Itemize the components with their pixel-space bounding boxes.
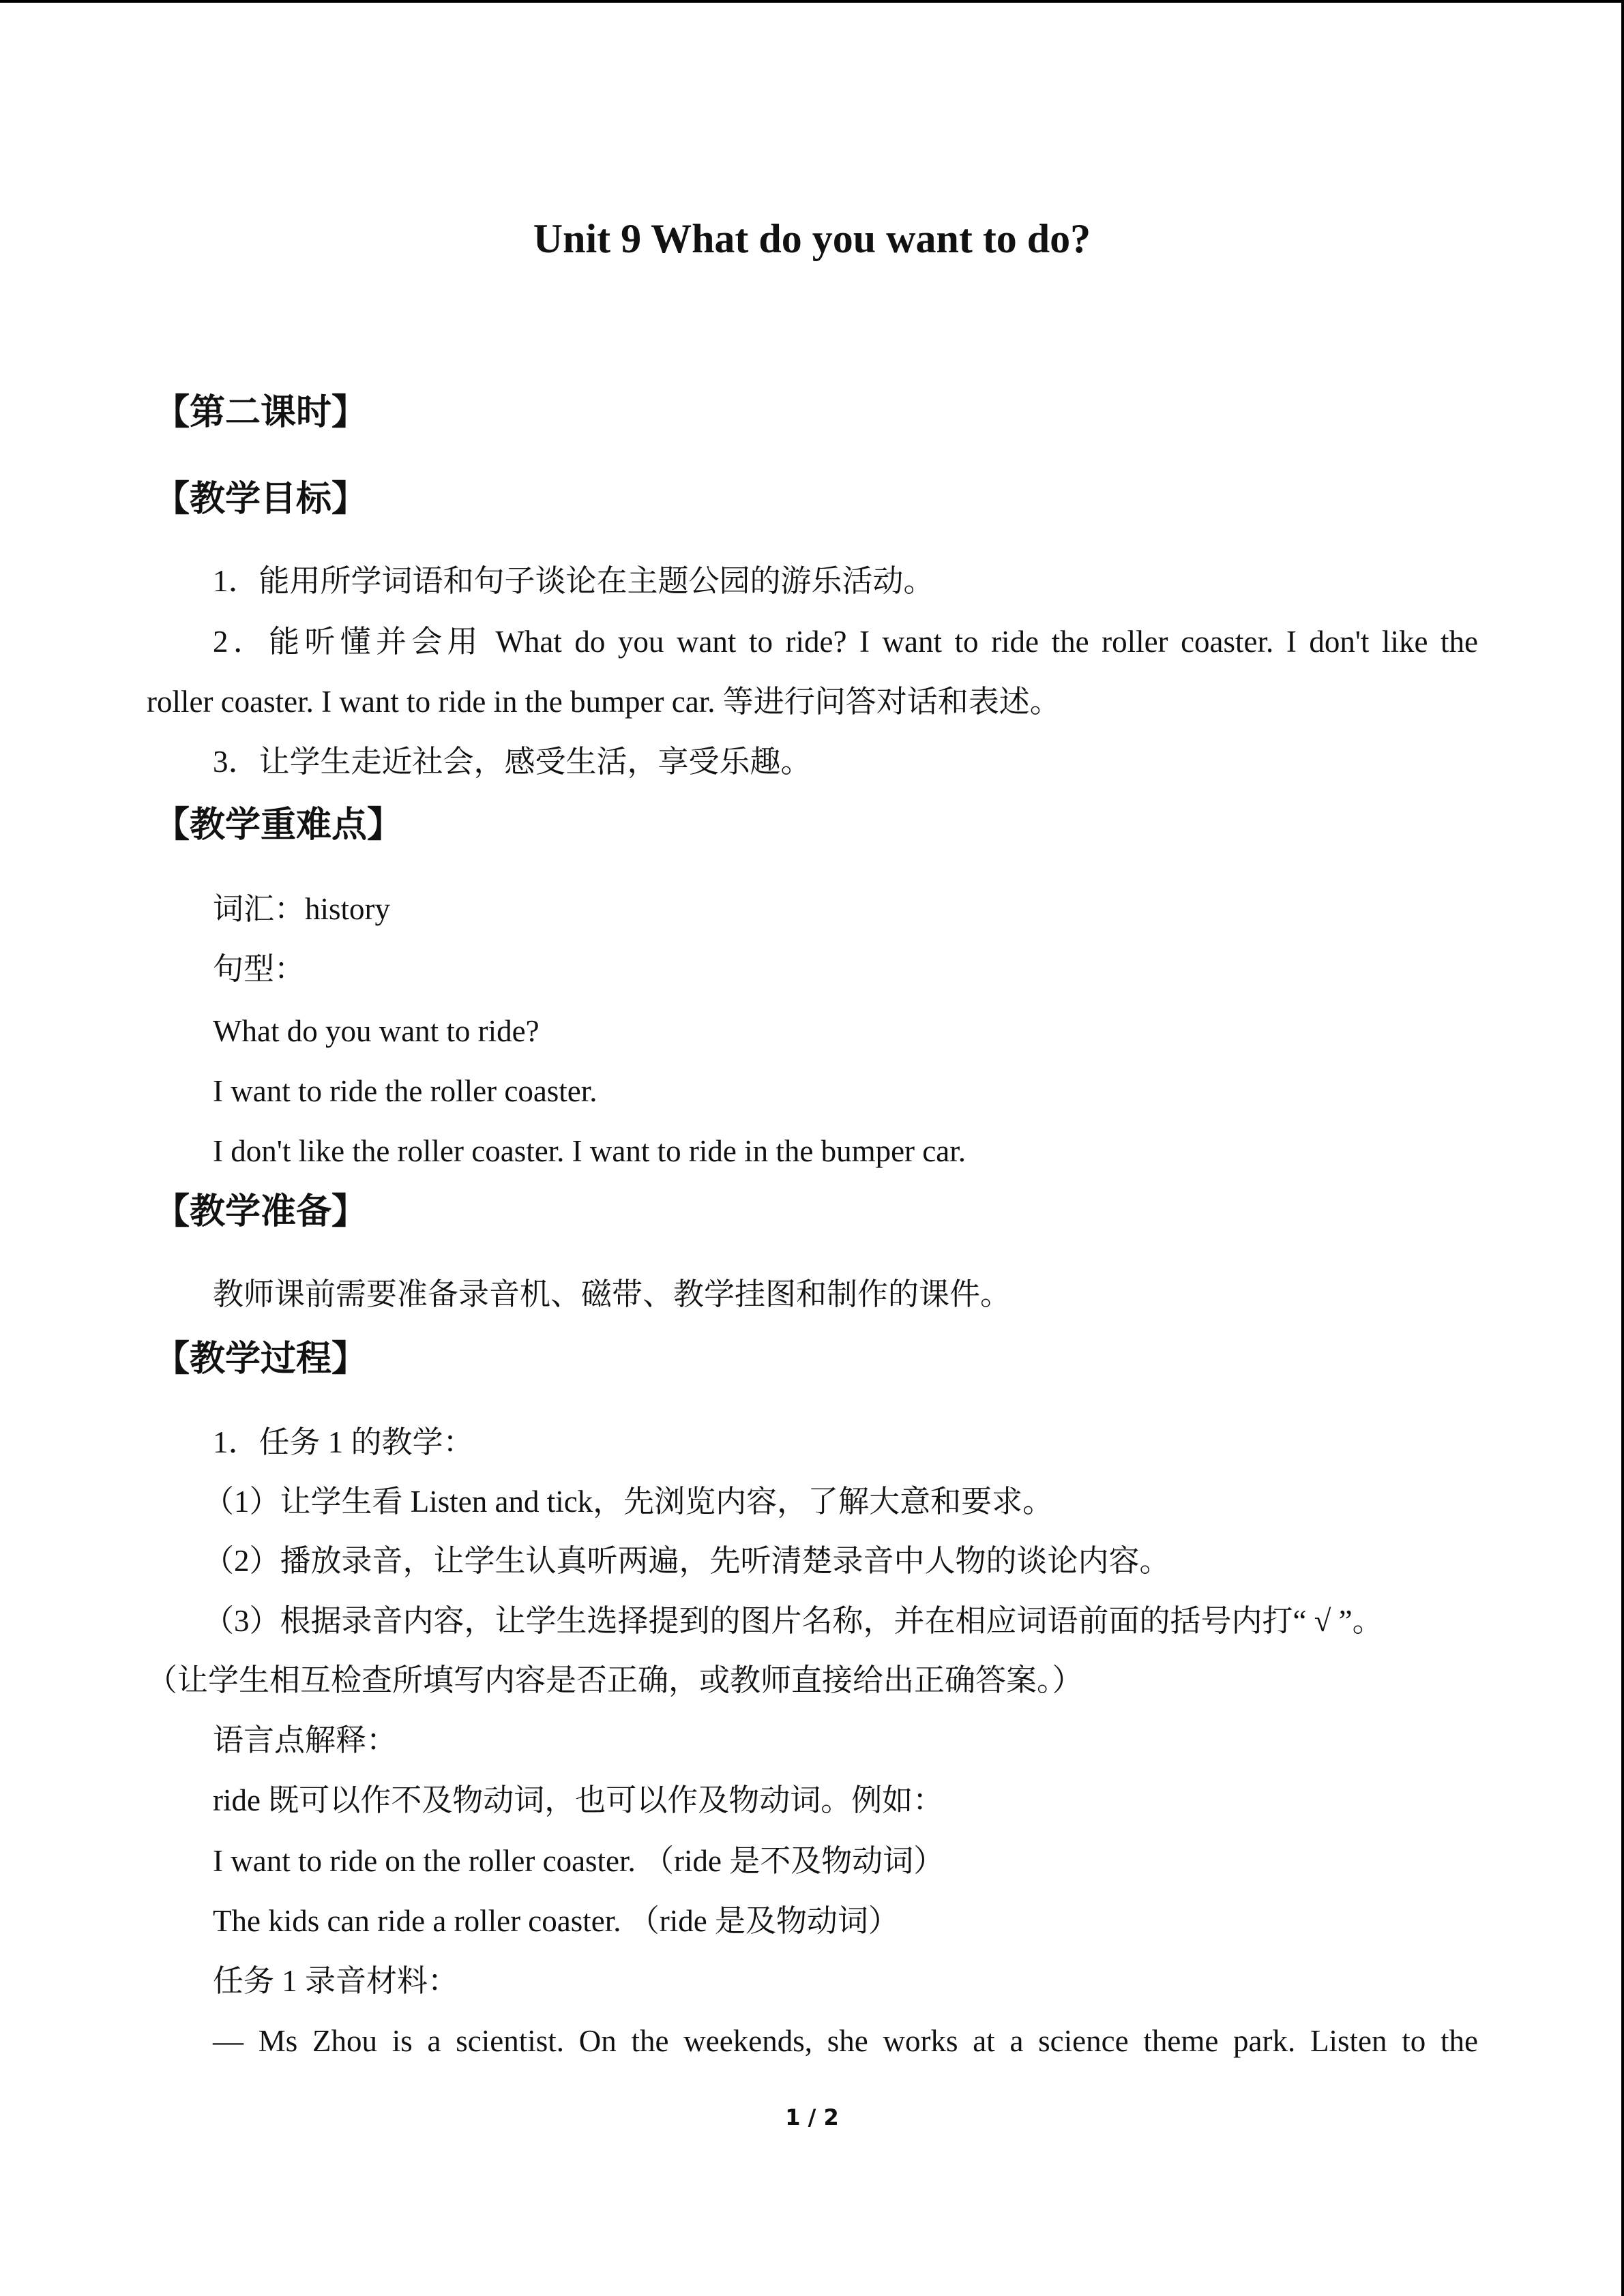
heading-preparation: 【教学准备】 <box>154 1191 368 1232</box>
process-step-2: （2）播放录音，让学生认真听两遍，先听清楚录音中人物的谈论内容。 <box>203 1544 1170 1578</box>
right-border <box>1621 0 1624 2296</box>
note-3: The kids can ride a roller coaster. （ride 是及物动词） <box>213 1904 899 1938</box>
key-sentences-label: 句型： <box>213 952 306 986</box>
notes-label: 语言点解释： <box>213 1723 398 1757</box>
document-title: Unit 9 What do you want to do? <box>533 216 1091 261</box>
heading-process: 【教学过程】 <box>154 1339 368 1380</box>
preparation-text: 教师课前需要准备录音机、磁带、教学挂图和制作的课件。 <box>213 1277 1012 1311</box>
process-step-3-line-1: （3）根据录音内容，让学生选择提到的图片名称，并在相应词语前面的括号内打“ √ ”。 <box>203 1604 1383 1638</box>
heading-lesson: 【第二课时】 <box>154 392 368 433</box>
top-border <box>0 0 1624 3</box>
objective-3: 3．让学生走近社会，感受生活，享受乐趣。 <box>213 745 812 779</box>
material-line-1: — Ms Zhou is a scientist. On the weekends, she works at a science theme park. Listen to the <box>213 2024 1478 2058</box>
process-step-3-line-2: （让学生相互检查所填写内容是否正确，或教师直接给出正确答案。） <box>147 1663 1083 1697</box>
key-vocab: 词汇：history <box>213 892 391 926</box>
objective-2-line-1: 2．能听懂并会用 What do you want to ride? I want to ride the roller coaster. I don't like the <box>213 625 1478 659</box>
heading-key-points: 【教学重难点】 <box>154 805 403 846</box>
note-1: ride 既可以作不及物动词，也可以作及物动词。例如： <box>213 1783 944 1817</box>
heading-objectives: 【教学目标】 <box>154 479 368 520</box>
material-label: 任务 1 录音材料： <box>213 1964 459 1998</box>
key-sentence-2: I want to ride the roller coaster. <box>213 1074 597 1108</box>
objective-2-line-2: roller coaster. I want to ride in the bumper car. 等进行问答对话和表述。 <box>147 685 1061 719</box>
key-sentence-3: I don't like the roller coaster. I want to ride in the bumper car. <box>213 1134 966 1168</box>
page-number: 1 / 2 <box>785 2104 839 2130</box>
objective-1: 1．能用所学词语和句子谈论在主题公园的游乐活动。 <box>213 564 934 598</box>
process-task-1: 1．任务 1 的教学： <box>213 1425 474 1459</box>
note-2: I want to ride on the roller coaster. （ride 是不及物动词） <box>213 1844 945 1878</box>
key-sentence-1: What do you want to ride? <box>213 1014 540 1048</box>
process-step-1: （1）让学生看 Listen and tick，先浏览内容，了解大意和要求。 <box>203 1485 1054 1519</box>
